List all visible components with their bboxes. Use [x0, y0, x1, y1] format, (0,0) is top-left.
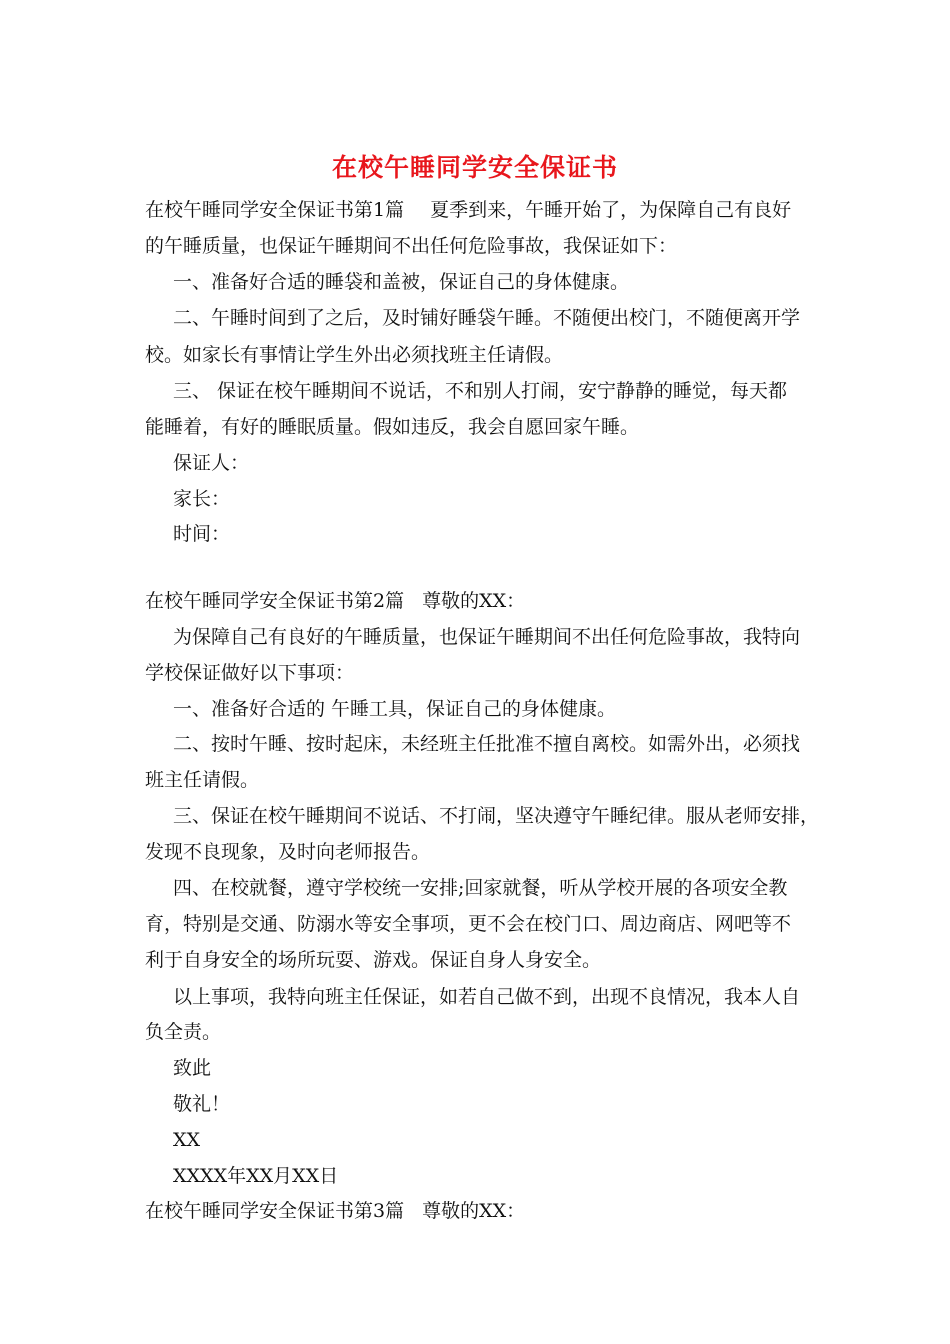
signature-date: 时间： [173, 523, 231, 545]
signature-guarantor: 保证人： [173, 452, 250, 474]
section3-first-line [145, 1199, 525, 1223]
paragraph-line: 负全责。 [145, 1021, 222, 1043]
paragraph-line: 能睡着，有好的睡眠质量。假如违反，我会自愿回家午睡。 [145, 416, 640, 438]
paragraph-line: 发现不良现象，及时向老师报告。 [145, 841, 431, 863]
paragraph-line: 学校保证做好以下事项： [145, 662, 355, 684]
paragraph-line: 二、午睡时间到了之后，及时铺好睡袋午睡。不随便出校门，不随便离开学 [173, 307, 801, 329]
signature-parent: 家长： [173, 488, 231, 510]
signature-name: XX [173, 1129, 201, 1151]
paragraph-line: 的午睡质量，也保证午睡期间不出任何危险事故，我保证如下： [145, 235, 678, 257]
paragraph-line: 二、按时午睡、按时起床，未经班主任批准不擅自离校。如需外出，必须找 [173, 733, 801, 755]
section1-heading: 在校午睡同学安全保证书第1篇 [145, 199, 405, 221]
section2-heading: 在校午睡同学安全保证书第2篇 [145, 590, 405, 612]
paragraph-line: 班主任请假。 [145, 769, 260, 791]
paragraph-line: 一、准备好合适的睡袋和盖被，保证自己的身体健康。 [173, 271, 630, 293]
section3-heading: 在校午睡同学安全保证书第3篇 [145, 1200, 405, 1222]
section2-first-line [145, 589, 525, 613]
paragraph-line: 校。如家长有事情让学生外出必须找班主任请假。 [145, 344, 564, 366]
paragraph-line: 四、在校就餐，遵守学校统一安排;回家就餐，听从学校开展的各项安全教 [173, 877, 788, 899]
document-title: 在校午睡同学安全保证书 [331, 153, 618, 182]
paragraph-line: 以上事项，我特向班主任保证，如若自己做不到，出现不良情况，我本人自 [173, 986, 801, 1008]
paragraph-line: 利于自身安全的场所玩耍、游戏。保证自身人身安全。 [145, 949, 602, 971]
paragraph-line: 一、准备好合适的 午睡工具，保证自己的身体健康。 [173, 698, 617, 720]
paragraph-line: 为保障自己有良好的午睡质量，也保证午睡期间不出任何危险事故，我特向 [173, 626, 801, 648]
section2-salutation: 尊敬的XX： [422, 590, 526, 612]
signature-date: XXXX年XX月XX日 [173, 1165, 339, 1187]
section1-intro: 夏季到来，午睡开始了，为保障自己有良好 [430, 199, 792, 221]
paragraph-line: 三、保证在校午睡期间不说话、不打闹，坚决遵守午睡纪律。服从老师安排， [173, 805, 820, 827]
closing-line: 致此 [173, 1057, 212, 1079]
paragraph-line: 三、 保证在校午睡期间不说话，不和别人打闹，安宁静静的睡觉，每天都 [173, 380, 788, 402]
paragraph-line: 育，特别是交通、防溺水等安全事项，更不会在校门口、周边商店、网吧等不 [145, 913, 792, 935]
section1-first-line [145, 198, 791, 222]
section3-salutation: 尊敬的XX： [422, 1200, 526, 1222]
salute-line: 敬礼！ [173, 1093, 231, 1115]
